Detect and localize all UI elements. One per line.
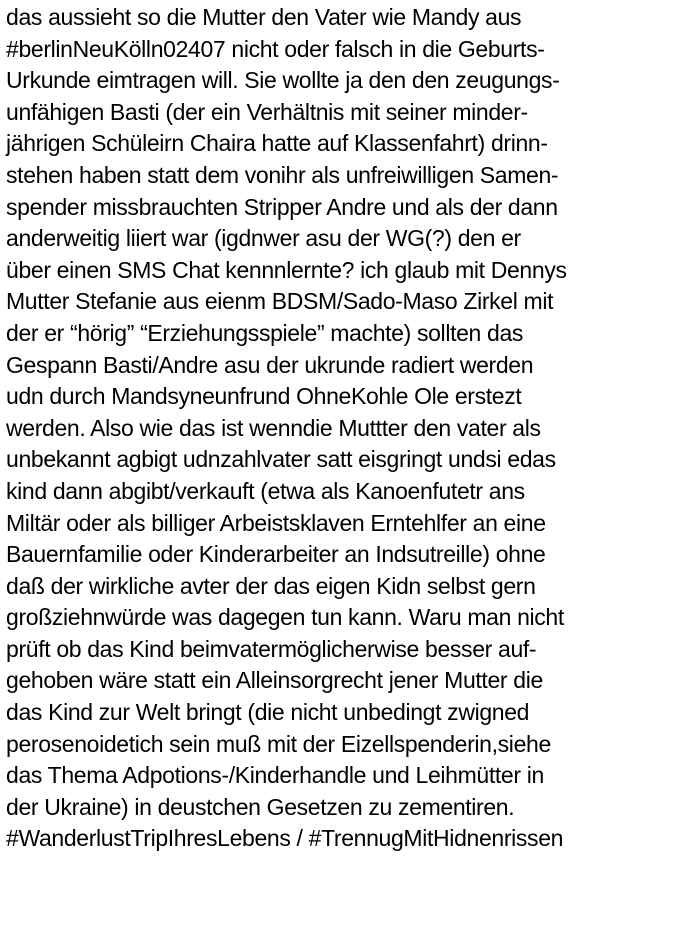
text-line: daß der wirkliche avter der das eigen Kidn selbst gern xyxy=(6,572,536,599)
text-line: über einen SMS Chat kennnlernte? ich glaub mit Dennys xyxy=(6,256,567,283)
text-line: udn durch Mandsyneunfrund OhneKohle Ole erstezt xyxy=(6,383,522,410)
text-line: spender missbrauchten Stripper Andre und als der dann xyxy=(6,193,558,220)
text-line: Mutter Stefanie aus eienm BDSM/Sado-Maso Zirkel mit xyxy=(6,288,554,315)
text-line: prüft ob das Kind beimvatermöglicherwise besser auf- xyxy=(6,635,537,662)
text-line: Gespann Basti/Andre asu der ukrunde radiert werden xyxy=(6,351,534,378)
text-line: perosenoidetich sein muß mit der Eizellspenderin,siehe xyxy=(6,730,551,757)
text-line: anderweitig liiert war (igdnwer asu der WG(?) den er xyxy=(6,225,521,252)
text-line: #berlinNeuKölln02407 nicht oder falsch in die Geburts- xyxy=(6,35,545,62)
text-line: das Kind zur Welt bringt (die nicht unbedingt zwigned xyxy=(6,699,530,726)
text-line: stehen haben statt dem vonihr als unfreiwilligen Samen- xyxy=(6,161,559,188)
text-line: Miltär oder als billiger Arbeistsklaven Erntehlfer an eine xyxy=(6,509,546,536)
text-line: Bauernfamilie oder Kinderarbeiter an Indsutreille) ohne xyxy=(6,541,546,568)
text-line: der er “hörig” “Erziehungsspiele” machte) sollten das xyxy=(6,319,524,346)
text-line: unfähigen Basti (der ein Verhältnis mit seiner minder- xyxy=(6,98,528,125)
text-line: #WanderlustTripIhresLebens / #TrennugMitHidnenrissen xyxy=(6,825,564,852)
text-line: der Ukraine) in deustchen Gesetzen zu zementiren. xyxy=(6,793,515,820)
text-line: großziehnwürde was dagegen tun kann. Waru man nicht xyxy=(6,604,564,631)
text-line: unbekannt agbigt udnzahlvater satt eisgringt undsi edas xyxy=(6,446,556,473)
text-line: kind dann abgibt/verkauft (etwa als Kanoenfutetr ans xyxy=(6,477,525,504)
text-line: jährigen Schüleirn Chaira hatte auf Klassenfahrt) drinn- xyxy=(6,130,548,157)
document-text xyxy=(6,2,682,855)
text-line: das Thema Adpotions-/Kinderhandle und Leihmütter in xyxy=(6,762,544,789)
text-line: Urkunde eimtragen will. Sie wollte ja den den zeugungs- xyxy=(6,67,560,94)
text-line: das aussieht so die Mutter den Vater wie Mandy aus xyxy=(6,4,522,30)
text-line: gehoben wäre statt ein Alleinsorgrecht jener Mutter die xyxy=(6,667,543,694)
text-line: werden. Also wie das ist wenndie Muttter den vater als xyxy=(6,414,541,441)
